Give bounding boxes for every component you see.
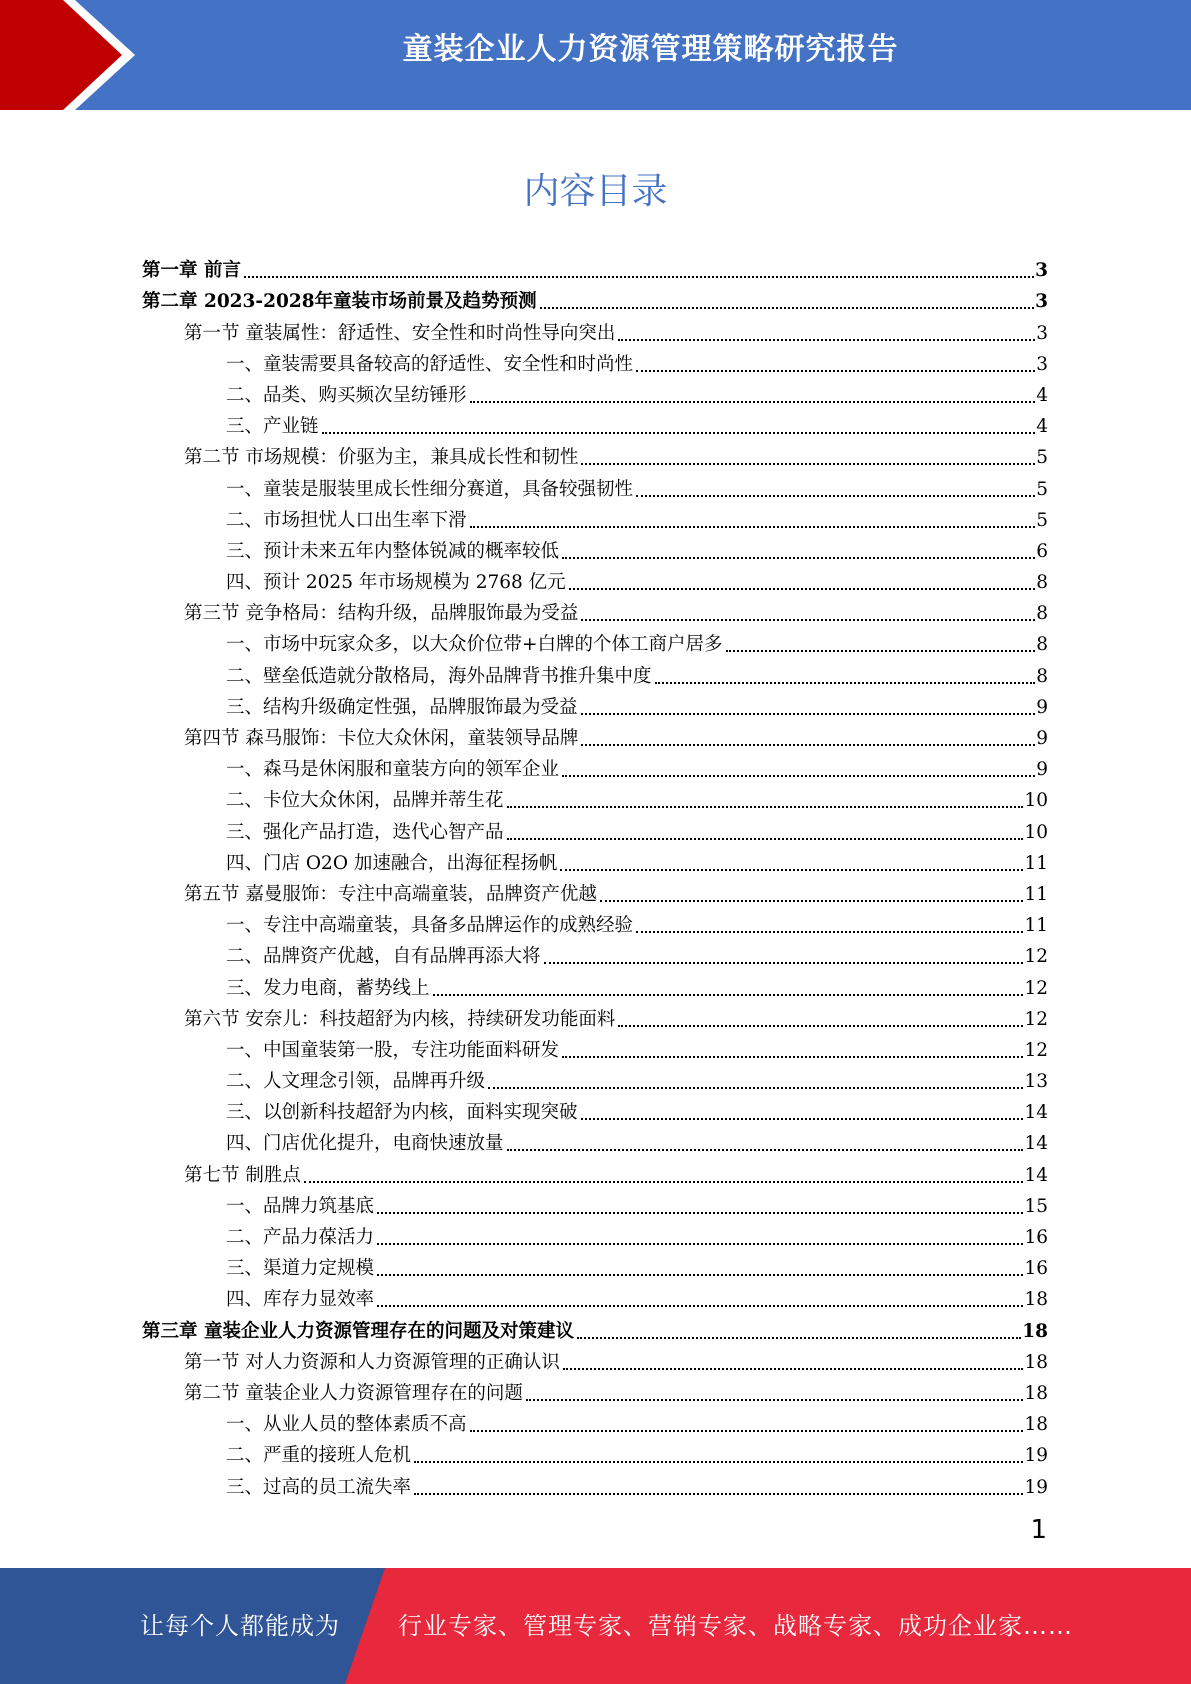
- toc-entry-text: 一、市场中玩家众多，以大众价位带+白牌的个体工商户居多: [226, 634, 723, 656]
- toc-page-number: 3: [1035, 260, 1048, 282]
- toc-dot-leader: [655, 680, 1036, 684]
- toc-entry-text: 三、过高的员工流失率: [226, 1476, 412, 1498]
- toc-subsection-entry[interactable]: [142, 754, 1048, 785]
- toc-page-number: 16: [1024, 1227, 1048, 1248]
- toc-entry-text: 一、中国童装第一股，专注功能面料研发: [226, 1039, 560, 1061]
- report-title: 童装企业人力资源管理策略研究报告: [402, 32, 899, 67]
- toc-subsection-entry[interactable]: [142, 1409, 1048, 1440]
- toc-dot-leader: [581, 742, 1035, 746]
- toc-entry-text: 三、强化产品打造，迭代心智产品: [226, 821, 504, 843]
- toc-subsection-entry[interactable]: [142, 411, 1048, 442]
- toc-entry-text: 四、门店优化提升，电商快速放量: [226, 1133, 504, 1155]
- toc-subsection-entry[interactable]: [142, 473, 1048, 504]
- toc-subsection-entry[interactable]: [142, 1253, 1048, 1284]
- header-arrow-decoration: [0, 0, 150, 110]
- toc-page-number: 18: [1024, 1414, 1048, 1436]
- toc-page-number: 9: [1036, 728, 1048, 749]
- toc-entry-text: 二、壁垒低造就分散格局，海外品牌背书推升集中度: [226, 665, 652, 687]
- toc-subsection-entry[interactable]: [142, 1066, 1048, 1097]
- toc-dot-leader: [560, 867, 1023, 871]
- toc-subsection-entry[interactable]: [142, 1284, 1048, 1315]
- toc-entry-text: 第三节 竞争格局：结构升级，品牌服饰最为受益: [184, 603, 579, 625]
- toc-page-number: 4: [1036, 416, 1048, 438]
- toc-entry-text: 第一节 童装属性：舒适性、安全性和时尚性导向突出: [184, 322, 616, 344]
- toc-page-number: 8: [1036, 665, 1048, 687]
- toc-entry-text: 二、人文理念引领，品牌再升级: [226, 1071, 486, 1093]
- toc-entry-text: 一、专注中高端童装，具备多品牌运作的成熟经验: [226, 915, 634, 937]
- toc-page-number: 18: [1022, 1320, 1048, 1342]
- page-number: 1: [1030, 1515, 1047, 1545]
- toc-subsection-entry[interactable]: [142, 505, 1048, 536]
- toc-dot-leader: [470, 1428, 1024, 1432]
- toc-dot-leader: [377, 1241, 1023, 1245]
- toc-page-number: 19: [1024, 1476, 1048, 1498]
- toc-title: 内容目录: [523, 171, 668, 212]
- toc-entry-text: 二、卡位大众休闲，品牌并蒂生花: [226, 790, 504, 812]
- toc-entry-text: 二、严重的接班人危机: [226, 1445, 412, 1467]
- toc-section-entry[interactable]: [142, 442, 1048, 473]
- toc-entry-text: 二、品类、购买频次呈纺锤形: [226, 384, 467, 406]
- toc-page-number: 14: [1024, 1102, 1048, 1124]
- toc-chapter-entry[interactable]: [142, 255, 1048, 286]
- toc-dot-leader: [414, 1459, 1023, 1463]
- toc-entry-text: 三、以创新科技超舒为内核，面料实现突破: [226, 1102, 578, 1124]
- toc-page-number: 18: [1024, 1289, 1048, 1311]
- toc-entry-text: 第七节 制胜点: [184, 1164, 301, 1186]
- toc-page-number: 8: [1036, 634, 1048, 656]
- toc-dot-leader: [581, 1116, 1024, 1120]
- footer-banner: [0, 1568, 1191, 1684]
- toc-chapter-entry[interactable]: [142, 286, 1048, 317]
- toc-page-number: 4: [1036, 384, 1048, 406]
- toc-subsection-entry[interactable]: [142, 785, 1048, 816]
- toc-page-number: 11: [1024, 852, 1048, 874]
- toc-entry-text: 二、品牌资产优越，自有品牌再添大将: [226, 946, 541, 968]
- toc-entry-text: 一、品牌力筑基底: [226, 1195, 375, 1217]
- toc-dot-leader: [563, 1366, 1024, 1370]
- toc-entry-text: 四、预计 2025 年市场规模为 2768 亿元: [226, 572, 566, 594]
- toc-entry-text: 第一节 对人力资源和人力资源管理的正确认识: [184, 1351, 560, 1373]
- toc-page-number: 10: [1024, 790, 1048, 812]
- toc-page-number: 6: [1036, 540, 1048, 562]
- toc-section-entry[interactable]: [142, 879, 1048, 910]
- toc-entry-text: 四、门店 O2O 加速融合，出海征程扬帆: [226, 852, 558, 874]
- toc-page-number: 9: [1036, 696, 1048, 718]
- toc-subsection-entry[interactable]: [142, 1128, 1048, 1159]
- toc-subsection-entry[interactable]: [142, 692, 1048, 723]
- toc-dot-leader: [414, 1491, 1023, 1495]
- toc-dot-leader: [577, 1335, 1021, 1339]
- toc-entry-text: 第五节 嘉曼服饰：专注中高端童装，品牌资产优越: [184, 883, 597, 905]
- toc-subsection-entry[interactable]: [142, 1440, 1048, 1471]
- toc-subsection-entry[interactable]: [142, 1471, 1048, 1502]
- toc-dot-leader: [304, 1179, 1024, 1183]
- toc-page-number: 8: [1036, 572, 1048, 594]
- toc-dot-leader: [507, 836, 1024, 840]
- toc-dot-leader: [377, 1210, 1023, 1214]
- toc-dot-leader: [322, 430, 1036, 434]
- toc-page-number: 15: [1024, 1195, 1048, 1217]
- toc-dot-leader: [507, 1147, 1024, 1151]
- toc-subsection-entry[interactable]: [142, 1035, 1048, 1066]
- toc-page-number: 9: [1036, 759, 1048, 781]
- toc-section-entry[interactable]: [142, 1004, 1048, 1035]
- toc-dot-leader: [726, 648, 1036, 652]
- toc-dot-leader: [562, 1054, 1023, 1058]
- toc-subsection-entry[interactable]: [142, 629, 1048, 660]
- toc-subsection-entry[interactable]: [142, 660, 1048, 691]
- toc-subsection-entry[interactable]: [142, 349, 1048, 380]
- header-banner: [0, 0, 1191, 110]
- toc-page-number: 3: [1036, 322, 1048, 344]
- toc-dot-leader: [581, 617, 1035, 621]
- toc-page-number: 3: [1036, 353, 1048, 375]
- toc-entry-text: 第三章 童装企业人力资源管理存在的问题及对策建议: [142, 1320, 574, 1342]
- toc-dot-leader: [244, 274, 1034, 278]
- toc-entry-text: 第二章 2023-2028年童装市场前景及趋势预测: [142, 291, 537, 313]
- toc-page-number: 8: [1036, 603, 1048, 625]
- toc-page-number: 11: [1024, 883, 1048, 905]
- toc-dot-leader: [470, 524, 1036, 528]
- toc-dot-leader: [636, 929, 1023, 933]
- toc-dot-leader: [636, 368, 1035, 372]
- toc-dot-leader: [377, 1272, 1023, 1276]
- toc-subsection-entry[interactable]: [142, 972, 1048, 1003]
- table-of-contents: [142, 255, 1048, 1503]
- toc-dot-leader: [488, 1085, 1023, 1089]
- footer-slogan-left: 让每个人都能成为: [140, 1612, 340, 1640]
- toc-dot-leader: [433, 992, 1024, 996]
- toc-page-number: 5: [1036, 447, 1048, 469]
- toc-entry-text: 第一章 前言: [142, 260, 241, 282]
- toc-dot-leader: [544, 960, 1024, 964]
- toc-entry-text: 一、童装需要具备较高的舒适性、安全性和时尚性: [226, 353, 634, 375]
- toc-section-entry[interactable]: [142, 598, 1048, 629]
- toc-section-entry[interactable]: [142, 1378, 1048, 1409]
- toc-dot-leader: [470, 399, 1036, 403]
- toc-page-number: 5: [1036, 509, 1048, 531]
- toc-page-number: 19: [1024, 1445, 1048, 1467]
- toc-page-number: 18: [1024, 1351, 1048, 1373]
- toc-subsection-entry[interactable]: [142, 1222, 1048, 1253]
- toc-page-number: 16: [1024, 1258, 1048, 1280]
- toc-dot-leader: [581, 461, 1035, 465]
- toc-chapter-entry[interactable]: [142, 1315, 1048, 1346]
- toc-dot-leader: [618, 1023, 1023, 1027]
- toc-dot-leader: [636, 493, 1035, 497]
- toc-page-number: 3: [1035, 291, 1048, 313]
- toc-entry-text: 二、产品力葆活力: [226, 1227, 375, 1248]
- toc-section-entry[interactable]: [142, 1159, 1048, 1190]
- toc-page-number: 18: [1024, 1382, 1048, 1404]
- toc-entry-text: 一、森马是休闲服和童装方向的领军企业: [226, 759, 560, 781]
- toc-subsection-entry[interactable]: [142, 816, 1048, 847]
- toc-page-number: 14: [1024, 1133, 1048, 1155]
- toc-entry-text: 第六节 安奈儿：科技超舒为内核，持续研发功能面料: [184, 1008, 616, 1030]
- toc-page-number: 12: [1024, 977, 1048, 999]
- toc-dot-leader: [540, 305, 1035, 309]
- toc-subsection-entry[interactable]: [142, 536, 1048, 567]
- toc-subsection-entry[interactable]: [142, 941, 1048, 972]
- toc-dot-leader: [618, 337, 1035, 341]
- footer-slogan-right: 行业专家、管理专家、营销专家、战略专家、成功企业家……: [398, 1612, 1073, 1640]
- toc-subsection-entry[interactable]: [142, 567, 1048, 598]
- toc-entry-text: 三、发力电商，蓄势线上: [226, 977, 430, 999]
- toc-page-number: 12: [1024, 1008, 1048, 1030]
- toc-page-number: 12: [1024, 1039, 1048, 1061]
- toc-dot-leader: [600, 898, 1024, 902]
- toc-entry-text: 三、产业链: [226, 416, 319, 438]
- toc-entry-text: 三、结构升级确定性强，品牌服饰最为受益: [226, 696, 578, 718]
- toc-dot-leader: [377, 1303, 1023, 1307]
- toc-entry-text: 第二节 市场规模：价驱为主，兼具成长性和韧性: [184, 447, 579, 469]
- toc-subsection-entry[interactable]: [142, 1191, 1048, 1222]
- toc-dot-leader: [507, 804, 1024, 808]
- toc-page-number: 11: [1024, 915, 1048, 937]
- toc-section-entry[interactable]: [142, 1347, 1048, 1378]
- toc-section-entry[interactable]: [142, 317, 1048, 348]
- toc-dot-leader: [569, 586, 1036, 590]
- toc-section-entry[interactable]: [142, 723, 1048, 754]
- toc-entry-text: 三、预计未来五年内整体锐减的概率较低: [226, 540, 560, 562]
- toc-entry-text: 第四节 森马服饰：卡位大众休闲，童装领导品牌: [184, 728, 579, 749]
- toc-page-number: 10: [1024, 821, 1048, 843]
- toc-dot-leader: [581, 711, 1036, 715]
- toc-dot-leader: [562, 773, 1035, 777]
- toc-dot-leader: [526, 1397, 1024, 1401]
- toc-entry-text: 一、童装是服装里成长性细分赛道，具备较强韧性: [226, 478, 634, 500]
- toc-subsection-entry[interactable]: [142, 380, 1048, 411]
- toc-page-number: 12: [1024, 946, 1048, 968]
- toc-page-number: 14: [1024, 1164, 1048, 1186]
- toc-subsection-entry[interactable]: [142, 1097, 1048, 1128]
- toc-entry-text: 一、从业人员的整体素质不高: [226, 1414, 467, 1436]
- toc-subsection-entry[interactable]: [142, 848, 1048, 879]
- toc-entry-text: 二、市场担忧人口出生率下滑: [226, 509, 467, 531]
- toc-entry-text: 三、渠道力定规模: [226, 1258, 375, 1280]
- toc-dot-leader: [562, 555, 1035, 559]
- toc-entry-text: 四、库存力显效率: [226, 1289, 375, 1311]
- toc-page-number: 13: [1024, 1071, 1048, 1093]
- toc-entry-text: 第二节 童装企业人力资源管理存在的问题: [184, 1382, 523, 1404]
- toc-subsection-entry[interactable]: [142, 910, 1048, 941]
- toc-page-number: 5: [1036, 478, 1048, 500]
